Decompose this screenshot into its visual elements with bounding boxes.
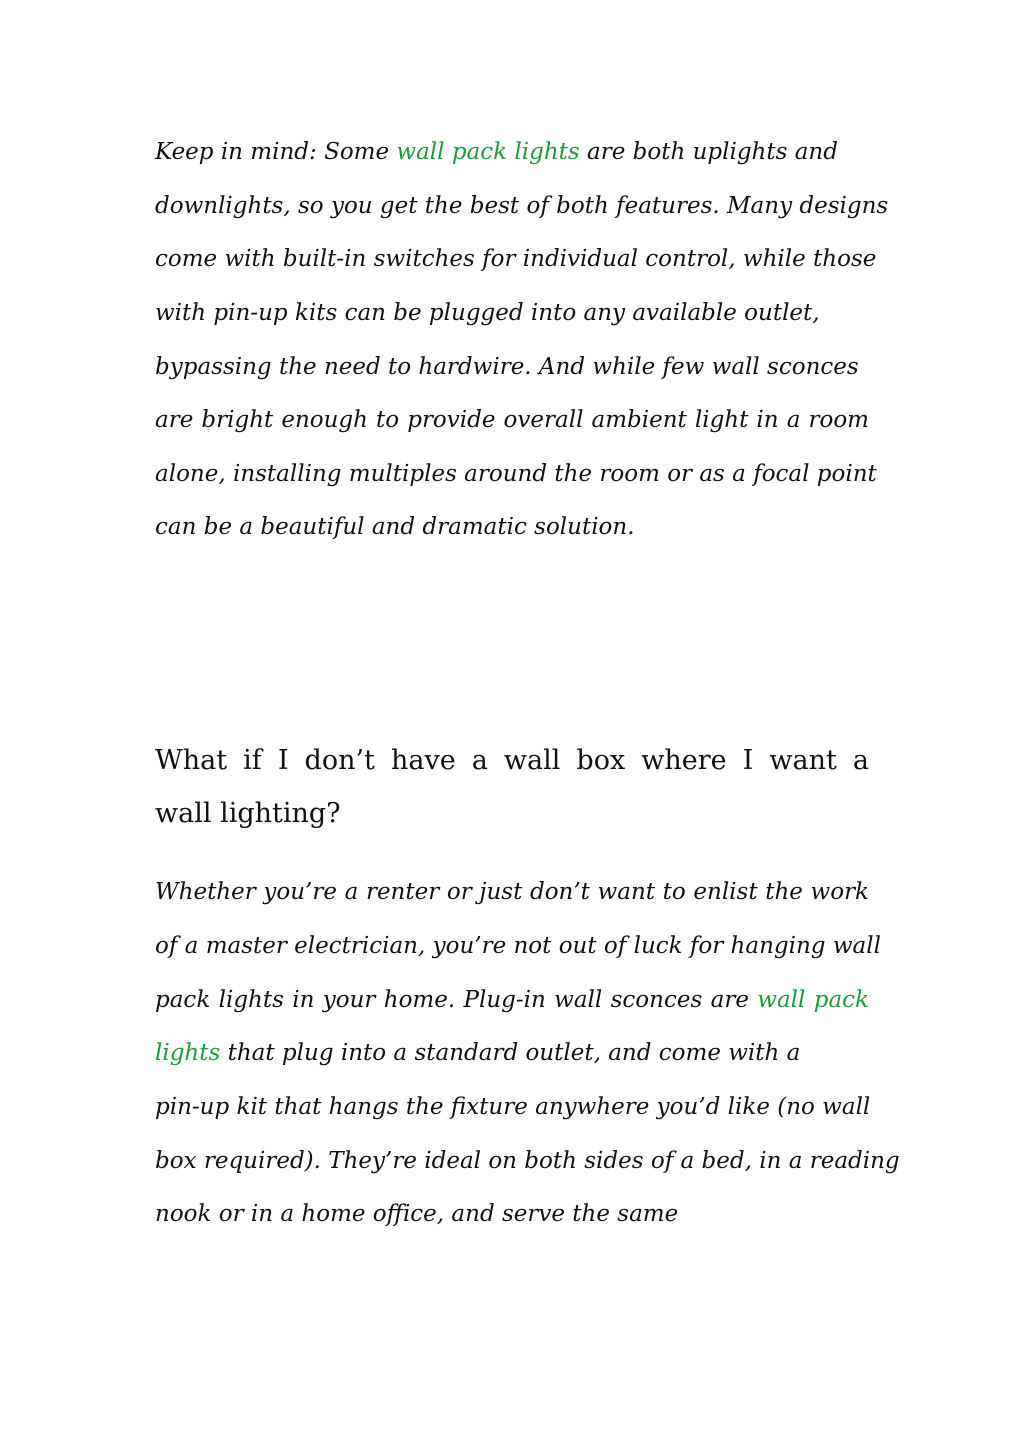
section-heading-line-1: What if I don’t have a wall box where I want a (155, 745, 869, 776)
paragraph-1-line-3: come with built-in switches for individual control, while those (155, 246, 877, 272)
paragraph-2-line-6: box required). They’re ideal on both sides of a bed, in a reading (155, 1148, 900, 1174)
paragraph-1-line-8: can be a beautiful and dramatic solution. (155, 514, 635, 540)
paragraph-2-line-4 (155, 1038, 800, 1068)
paragraph-1-line-5: bypassing the need to hardwire. And while few wall sconces (155, 354, 859, 380)
text-span: are both uplights and (579, 139, 838, 165)
paragraph-1-line-2: downlights, so you get the best of both features. Many designs (155, 193, 889, 219)
paragraph-1-line-1 (155, 137, 838, 167)
paragraph-2-line-7: nook or in a home office, and serve the same (155, 1201, 679, 1227)
text-span: Keep in mind: Some (155, 139, 397, 165)
lights-link[interactable]: lights (155, 1040, 221, 1066)
wall-pack-lights-link[interactable]: wall pack lights (396, 139, 580, 165)
text-span: pack lights in your home. Plug-in wall sconces are (155, 987, 758, 1013)
text-span: that plug into a standard outlet, and come with a (220, 1040, 801, 1066)
paragraph-2-line-3 (155, 985, 869, 1015)
paragraph-1-line-4: with pin-up kits can be plugged into any available outlet, (155, 300, 820, 326)
paragraph-2-line-2: of a master electrician, you’re not out of luck for hanging wall (155, 933, 881, 959)
paragraph-2-line-1: Whether you’re a renter or just don’t want to enlist the work (155, 879, 869, 905)
section-heading-line-2: wall lighting? (155, 798, 341, 829)
paragraph-1-line-7: alone, installing multiples around the room or as a focal point (155, 461, 877, 487)
paragraph-2-line-5: pin-up kit that hangs the fixture anywhere you’d like (no wall (155, 1094, 871, 1120)
paragraph-1-line-6: are bright enough to provide overall ambient light in a room (155, 407, 869, 433)
wall-pack-link[interactable]: wall pack (757, 987, 869, 1013)
